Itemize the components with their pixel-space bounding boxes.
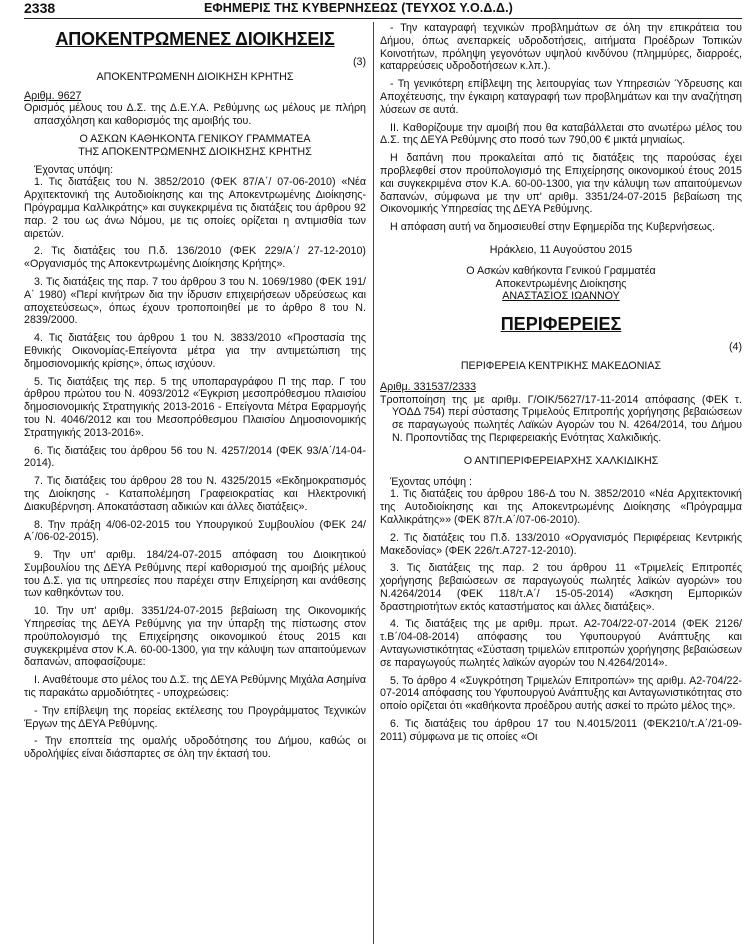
paragraph-3: 3. Τις διατάξεις της παρ. 2 του άρθρου 11 «Τριμελείς Επιτροπές χορήγησης βεβαιώσεων σε παραγωγούς πωλητές λαϊκών αγορών» του Ν.4264/2014 (ΦΕΚ 118/τ.Α΄/ 15-05-2014) «Άσκηση Εμπορικών δραστηριοτήτων εκτός καταστήματος και άλλες διατάξεις». — [380, 562, 742, 613]
paragraph-6: 6. Τις διατάξεις του άρθρου 17 του Ν.4015/2011 (ΦΕΚ210/τ.Α΄/21-09-2011) σύμφωνα με τις οποίες «Οι — [380, 718, 742, 743]
signer-line-1: Ο Ασκών καθήκοντα Γενικού Γραμματέα — [466, 264, 656, 277]
publication-paragraph: Η απόφαση αυτή να δημοσιευθεί στην Εφημερίδα της Κυβερνήσεως. — [390, 221, 715, 234]
paragraph-7: 7. Τις διατάξεις του άρθρου 28 του Ν. 4325/2015 «Εκδημοκρατισμός της Διοίκησης - Καταπολέμηση Γραφειοκρατίας και Ηλεκτρονική Διακυβέρνηση. Αποκατάσταση αδικιών και άλλες διατάξεις». — [24, 475, 366, 513]
paragraph-2: 2. Τις διατάξεις του Π.δ. 136/2010 (ΦΕΚ 229/Α΄/ 27-12-2010) «Οργανισμός της Αποκεντρωμένης Διοίκησης Κρήτης». — [24, 245, 366, 271]
fee-paragraph: ΙΙ. Καθορίζουμε την αμοιβή που θα καταβάλλεται στο ανωτέρω μέλος του Δ.Σ. της ΔΕΥΑ Ρεθύμνης στο ποσό των 790,00 € μικτά μηνιαίως. — [380, 121, 742, 147]
duty-item-2: - Την εποπτεία της ομαλής υδροδότησης του Δήμου, καθώς οι υδρολήψίες είναι διάσπαρτες σε όλη την έκτασή του. — [24, 735, 366, 761]
signer-title: Ο ΑΝΤΙΠΕΡΙΦΕΡΕΙΑΡΧΗΣ ΧΑΛΚΙΔΙΚΗΣ — [463, 454, 659, 467]
page-number: 2338 — [24, 0, 56, 16]
gazette-title: ΕΦΗΜΕΡΙΣ ΤΗΣ ΚΥΒΕΡΝΗΣΕΩΣ (ΤΕΥΧΟΣ Υ.Ο.Δ.Δ.) — [204, 1, 513, 15]
paragraph-3: 3. Τις διατάξεις της παρ. 7 του άρθρου 3 του Ν. 1069/1980 (ΦΕΚ 191/Α΄ 1980) «Περί κινήτρων δια την ίδρυσιν επιχειρήσεων υδρεύσεως και αποχετεύσεως», όπως έχουν τροποποιηθεί με το άρθρο 8 του Ν. 2839/2000. — [24, 275, 366, 327]
section-title-regions: ΠΕΡΙΦΕΡΕΙΕΣ — [500, 314, 622, 335]
duty-item-1: - Την επίβλεψη της πορείας εκτέλεσης του Προγράμματος Τεχνικών Έργων της ΔΕΥΑ Ρεθύμνης. — [24, 704, 366, 730]
paragraph-1: 1. Τις διατάξεις του Ν. 3852/2010 (ΦΕΚ 87/Α΄/ 07-06-2010) «Νέα Αρχιτεκτονική της Αυτοδιοίκησης και της Αποκεντρωμένης Διοίκησης-Πρόγραμμα Καλλικράτης» και συγκεκριμένα τις διατάξεις του άρθρου 92 παρ. 2 του ως άνω Νόμου, με τις οποίες ορίζεται η αντιμισθία των αιρετών. — [24, 176, 366, 240]
paragraph-5: 5. Τις διατάξεις της περ. 5 της υποπαραγράφου Π της παρ. Γ του άρθρου πρώτου του Ν. 4093/2012 «Έγκριση μεσοπρόθεσμου πλαισίου δημοσιονομικής Στρατηγικής 2013-2016 - Επείγοντα Μέτρα Εφαρμογής του Ν. 4046/2012 και του Μεσοπρόθεσμου Πλαισίου Δημοσιονομικής Στρατηγικής 2013-2016». — [24, 375, 366, 439]
paragraph-8: 8. Την πράξη 4/06-02-2015 του Υπουργικού Συμβουλίου (ΦΕΚ 24/Α΄/06-02-2015). — [24, 518, 366, 544]
authority-name: ΠΕΡΙΦΕΡΕΙΑ ΚΕΝΤΡΙΚΗΣ ΜΑΚΕΔΟΝΙΑΣ — [460, 359, 662, 372]
signer-title-line-2: ΤΗΣ ΑΠΟΚΕΝΤΡΩΜΕΝΗΣ ΔΙΟΙΚΗΣΗΣ ΚΡΗΤΗΣ — [78, 145, 312, 158]
decision-reference: Αριθμ. 9627 — [24, 89, 82, 102]
paragraph-5: 5. Το άρθρο 4 «Συγκρότηση Τριμελών Επιτροπών» της αριθμ. Α2-704/22-07-2014 απόφασης του Υφυπουργού Ανάπτυξης και Ανταγωνιστικότητας στο οποίο ορίζεται ότι «καθήκοντα προέδρου αυτής ασκεί το πρώτο μέλος της». — [380, 674, 742, 713]
paragraph-1: 1. Τις διατάξεις του άρθρου 186-Δ του Ν. 3852/2010 «Νέα Αρχιτεκτονική της Αυτοδιοίκησης και της Αποκεντρωμένης Διοίκησης «Πρόγραμμα Καλλικράτης»» (ΦΕΚ 87/τ.Α΄/07-06-2010). — [380, 488, 742, 526]
section-number: (4) — [728, 341, 742, 354]
signer-title-line-1: Ο ΑΣΚΩΝ ΚΑΘΗΚΟΝΤΑ ΓΕΝΙΚΟΥ ΓΡΑΜΜΑΤΕΑ — [79, 132, 311, 145]
decision-subject: Τροποποίηση της με αριθμ. Γ/ΟΙΚ/5627/17-11-2014 απόφασης (ΦΕΚ τ. ΥΟΔΔ 754) περί σύστασης Τριμελούς Επιτροπής χορήγησης βεβαιώσεων σε παραγωγούς πωλητές Λαϊκών Αγορών του Ν. 4264/2014, του Δήμου Ν. Προποντίδας της Περιφερειακής Ενότητας Χαλκιδικής. — [380, 393, 742, 444]
place-date: Ηράκλειο, 11 Αυγούστου 2015 — [489, 243, 633, 256]
decision-reference: Αριθμ. 331537/2333 — [380, 380, 477, 393]
expense-paragraph: Η δαπάνη που προκαλείται από τις διατάξεις της παρούσας έχει προβλεφθεί στον προϋπολογισμό της Επιχείρησης οικονομικού έτους 2015 και συγκεκριμένα στον Κ.Α. 60-00-1300, για την κάλυψη των απαιτούμενων δαπανών, σύμφωνα με την υπ' αριθμ. 3351/24-07-2015 βεβαίωση της Οικονομικής Υπηρεσίας της ΔΕΥΑ Ρεθύμνης. — [380, 152, 742, 216]
paragraph-4: 4. Τις διατάξεις της με αριθμ. πρωτ. Α2-704/22-07-2014 (ΦΕΚ 2126/τ.Β΄/04-08-2014) απόφασης του Υφυπουργού Ανάπτυξης και Ανταγωνιστικότητας «Σύσταση τριμελών επιτροπών χορήγησης βεβαιώσεων σε παραγωγούς πωλητές λαϊκών αγορών του Ν.4264/2014». — [380, 618, 742, 669]
paragraph-4: 4. Τις διατάξεις του άρθρου 1 του Ν. 3833/2010 «Προστασία της Εθνικής Οικονομίας-Επείγοντα μέτρα για την αντιμετώπιση της δημοσιονομικής κρίσης», όπως ισχύουν. — [24, 332, 366, 370]
duty-item-3: - Την καταγραφή τεχνικών προβλημάτων σε όλη την επικράτεια του Δήμου, όπως ανεπαρκείς υδροδοτήσεις, αιτήματα Προέδρων Τοπικών Κοινοτήτων, πρόληψη γεγονότων υψηλού κινδύνου (πλημμύρες, διαρροές, καταρρεύσεις υδροδοτήσεων κ.λπ.). — [380, 22, 742, 73]
section-title-decentralized: ΑΠΟΚΕΝΤΡΩΜΕΝΕΣ ΔΙΟΙΚΗΣΕΙΣ — [55, 29, 335, 49]
paragraph-9: 9. Την υπ' αριθμ. 184/24-07-2015 απόφαση του Διοικητικού Συμβουλίου της ΔΕΥΑ Ρεθύμνης περί καθορισμού της αμοιβής μέλους του Δ.Σ. για τις υπηρεσίες που παρέχει στην Επιχείρηση και ανάθεσης των καθηκόντων του. — [24, 549, 366, 600]
decision-subject: Ορισμός μέλους του Δ.Σ. της Δ.Ε.Υ.Α. Ρεθύμνης ως μέλους με πλήρη απασχόληση και καθορισμός της αμοιβής του. — [24, 102, 366, 128]
paragraph-6: 6. Τις διατάξεις του άρθρου 56 του Ν. 4257/2014 (ΦΕΚ 93/Α΄/14-04-2014). — [24, 444, 366, 470]
page-header — [24, 0, 742, 19]
duty-item-4: - Τη γενικότερη επίβλεψη της λειτουργίας των Υπηρεσιών Ύδρευσης και Αποχέτευσης, την έγκαιρη καταγραφή των προβλημάτων και την αναζήτηση λύσεων σε αυτά. — [380, 78, 742, 116]
signer-line-2: Αποκεντρωμένης Διοίκησης — [495, 277, 627, 290]
paragraph-2: 2. Τις διατάξεις του Π.δ. 133/2010 «Οργανισμός Περιφέρειας Κεντρικής Μακεδονίας» (ΦΕΚ 226/τ.Α727-12-2010). — [380, 531, 742, 557]
authority-name: ΑΠΟΚΕΝΤΡΩΜΕΝΗ ΔΙΟΙΚΗΣΗ ΚΡΗΤΗΣ — [96, 70, 294, 83]
section-number: (3) — [352, 56, 366, 68]
column-divider — [373, 22, 374, 944]
decision-item-1: Ι. Αναθέτουμε στο μέλος του Δ.Σ. της ΔΕΥΑ Ρεθύμνης Μιχάλα Ασημίνα τις παρακάτω αρμοδιότητες - υποχρεώσεις: — [24, 674, 366, 700]
header-rule — [24, 18, 742, 19]
left-column — [24, 22, 366, 761]
having-regard: Έχοντας υπόψη: — [34, 163, 114, 176]
paragraph-10: 10. Την υπ' αριθμ. 3351/24-07-2015 βεβαίωση της Οικονομικής Υπηρεσίας της ΔΕΥΑ Ρεθύμνης για την ύπαρξη της πίστωσης στον προϋπολογισμό της Επιχείρησης οικονομικού έτους 2015 και συγκεκριμένα στον Κ.Α. 60-00-1300, για την κάλυψη των απαιτούμενων δαπανών, αποφασίζουμε: — [24, 605, 366, 669]
having-regard: Έχοντας υπόψη : — [390, 475, 473, 488]
signer-name: ΑΝΑΣΤΑΣΙΟΣ ΙΩΑΝΝΟΥ — [502, 290, 620, 303]
right-column — [380, 22, 742, 744]
